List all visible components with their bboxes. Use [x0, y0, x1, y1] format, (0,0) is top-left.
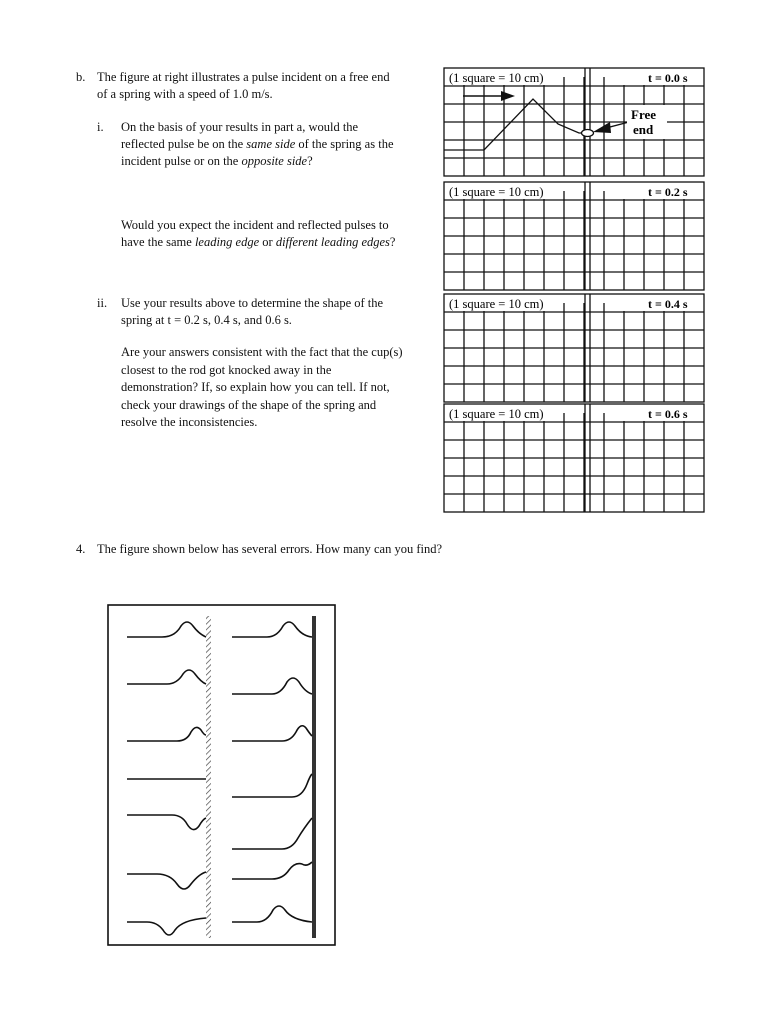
- item-ii-followup: [121, 344, 403, 432]
- item-ii-followup-line-2: closest to the rod got knocked away in the: [121, 362, 332, 377]
- part-b-intro-line-2: of a spring with a speed of 1.0 m/s.: [97, 87, 273, 101]
- right-spring-1: [232, 622, 312, 637]
- item-ii-followup-line-4: check your drawings of the shape of the spring and: [121, 397, 377, 412]
- right-spring-2: [232, 678, 312, 694]
- item-ii-question-line-2: spring at t = 0.2 s, 0.4 s, and 0.6 s.: [121, 313, 292, 327]
- right-spring-3: [232, 726, 312, 741]
- item-i-question-line-2: [121, 136, 394, 153]
- item-ii-followup-line-1: Are your answers consistent with the fact that the cup(s): [121, 345, 403, 359]
- grid-time-label: t = 0.2 s: [648, 185, 688, 199]
- part-b-intro-line-1: The figure at right illustrates a pulse incident on a free end: [97, 70, 390, 84]
- right-spring-5: [232, 818, 312, 849]
- grid-scale-label: (1 square = 10 cm): [449, 71, 544, 85]
- pulse-reflection-error-figure: [107, 604, 337, 946]
- item-i-question-line-1: On the basis of your results in part a, would the: [121, 120, 359, 134]
- free-end-label-line-1: Free: [631, 107, 657, 122]
- item-i-followup-line-1: Would you expect the incident and reflected pulses to: [121, 218, 389, 232]
- left-spring-1: [127, 622, 206, 637]
- part-b-marker: b.: [76, 70, 86, 84]
- free-end-ring: [582, 130, 594, 137]
- left-spring-7: [127, 918, 206, 935]
- item-ii-followup-line-5: resolve the inconsistencies.: [121, 415, 258, 429]
- text-run: reflected pulse be on the: [121, 137, 247, 151]
- free-end-label-line-2: end: [633, 122, 654, 137]
- left-spring-5: [127, 815, 206, 830]
- item-i-marker: i.: [97, 120, 104, 134]
- spring-grid-t04: [443, 293, 705, 403]
- figure-frame: [108, 605, 335, 945]
- left-spring-3: [127, 727, 206, 741]
- fixed-end-rod: [312, 616, 316, 938]
- item-i-followup-line-2: [121, 234, 395, 251]
- item-ii-marker: ii.: [97, 296, 108, 310]
- item-ii-question-line-1: Use your results above to determine the shape of the: [121, 296, 384, 310]
- grid-scale-label: (1 square = 10 cm): [449, 185, 544, 199]
- question-4-text: The figure shown below has several errors. How many can you find?: [97, 542, 443, 556]
- grid-scale-label: (1 square = 10 cm): [449, 407, 544, 421]
- grid-time-label: t = 0.4 s: [648, 297, 688, 311]
- emphasis-leading-edge: leading edge: [194, 235, 260, 249]
- question-4-number: 4.: [76, 542, 86, 556]
- grid-scale-label: (1 square = 10 cm): [449, 297, 544, 311]
- emphasis-different-leading-edges: different leading edges: [275, 235, 390, 249]
- free-end-pointer-head: [593, 122, 611, 133]
- text-run: incident pulse or on the: [121, 154, 242, 168]
- spring-grid-t06: [443, 403, 705, 513]
- emphasis-opposite-side: opposite side: [241, 154, 308, 168]
- left-spring-2: [127, 670, 206, 684]
- text-run: ?: [307, 154, 313, 168]
- text-run: have the same: [121, 235, 195, 249]
- right-spring-4: [232, 774, 312, 797]
- right-spring-7: [232, 906, 312, 922]
- text-run: or: [259, 235, 276, 249]
- grid-time-label: t = 0.0 s: [648, 71, 688, 85]
- grid-time-label: t = 0.6 s: [648, 407, 688, 421]
- left-spring-6: [127, 872, 206, 889]
- text-run: ?: [389, 235, 396, 249]
- emphasis-same-side: same side: [246, 137, 296, 151]
- item-ii-followup-line-3: demonstration? If, so explain how you can tell. If not,: [121, 380, 390, 394]
- spring-grid-t02: [443, 181, 705, 291]
- velocity-arrowhead: [501, 91, 515, 101]
- free-end-wall: [206, 616, 211, 938]
- item-i-question-line-3: [121, 153, 313, 170]
- spring-grid-t0: [443, 67, 705, 177]
- text-run: of the spring as the: [295, 137, 394, 151]
- right-spring-6: [232, 862, 312, 879]
